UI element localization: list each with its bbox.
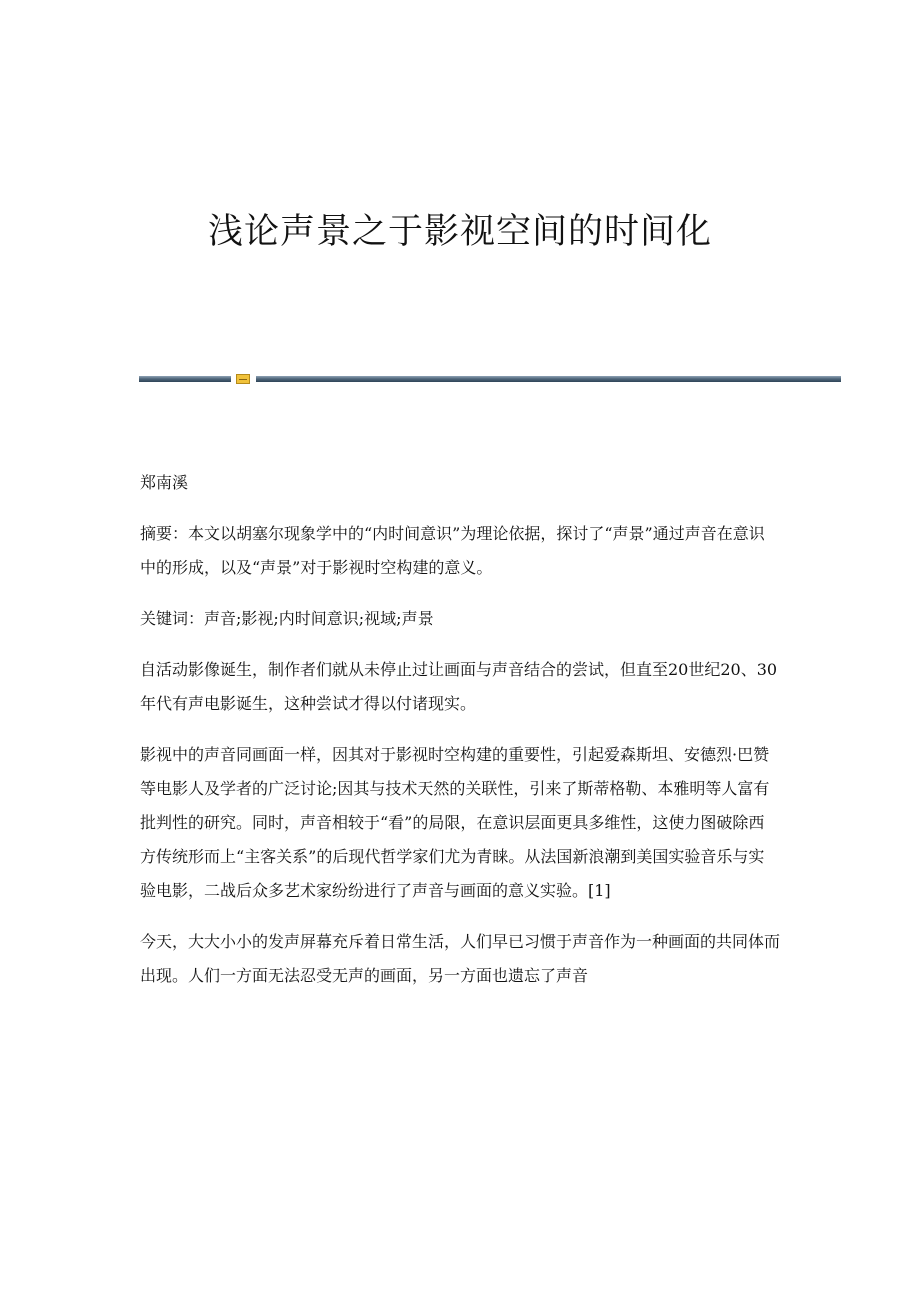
keywords: 关键词：声音;影视;内时间意识;视域;声景 [140,609,434,628]
divider-bar-right [256,376,841,382]
divider-ornament-icon [236,374,250,384]
document-title: 浅论声景之于影视空间的时间化 [207,212,712,252]
body-paragraph-2: 影视中的声音同画面一样，因其对于影视时空构建的重要性，引起爱森斯坦、安德烈·巴赞等电影人及学者的广泛讨论;因其与技术天然的关联性，引来了斯蒂格勒、本雅明等人富有批判性的研究。同时，声音相较于“看”的局限，在意识层面更具多维性，这使力图破除西方传统形而上“主客关系”的后现代哲学家们尤为青睐。从法国新浪潮到美国实验音乐与实验电影，二战后众多艺术家纷纷进行了声音与画面的意义实验。[1] [140,745,770,900]
body-paragraph-1: 自活动影像诞生，制作者们就从未停止过让画面与声音结合的尝试，但直至20世纪20、30年代有声电影诞生，这种尝试才得以付诸现实。 [140,660,778,713]
body-paragraph-3: 今天，大大小小的发声屏幕充斥着日常生活，人们早已习惯于声音作为一种画面的共同体而出现。人们一方面无法忍受无声的画面，另一方面也遗忘了声音 [140,932,781,985]
title-divider [139,374,841,384]
author-name: 郑南溪 [140,473,189,492]
abstract: 摘要：本文以胡塞尔现象学中的“内时间意识”为理论依据，探讨了“声景”通过声音在意识中的形成，以及“声景”对于影视时空构建的意义。 [140,524,765,577]
divider-bar-left [139,376,231,382]
document-body [140,466,780,1010]
